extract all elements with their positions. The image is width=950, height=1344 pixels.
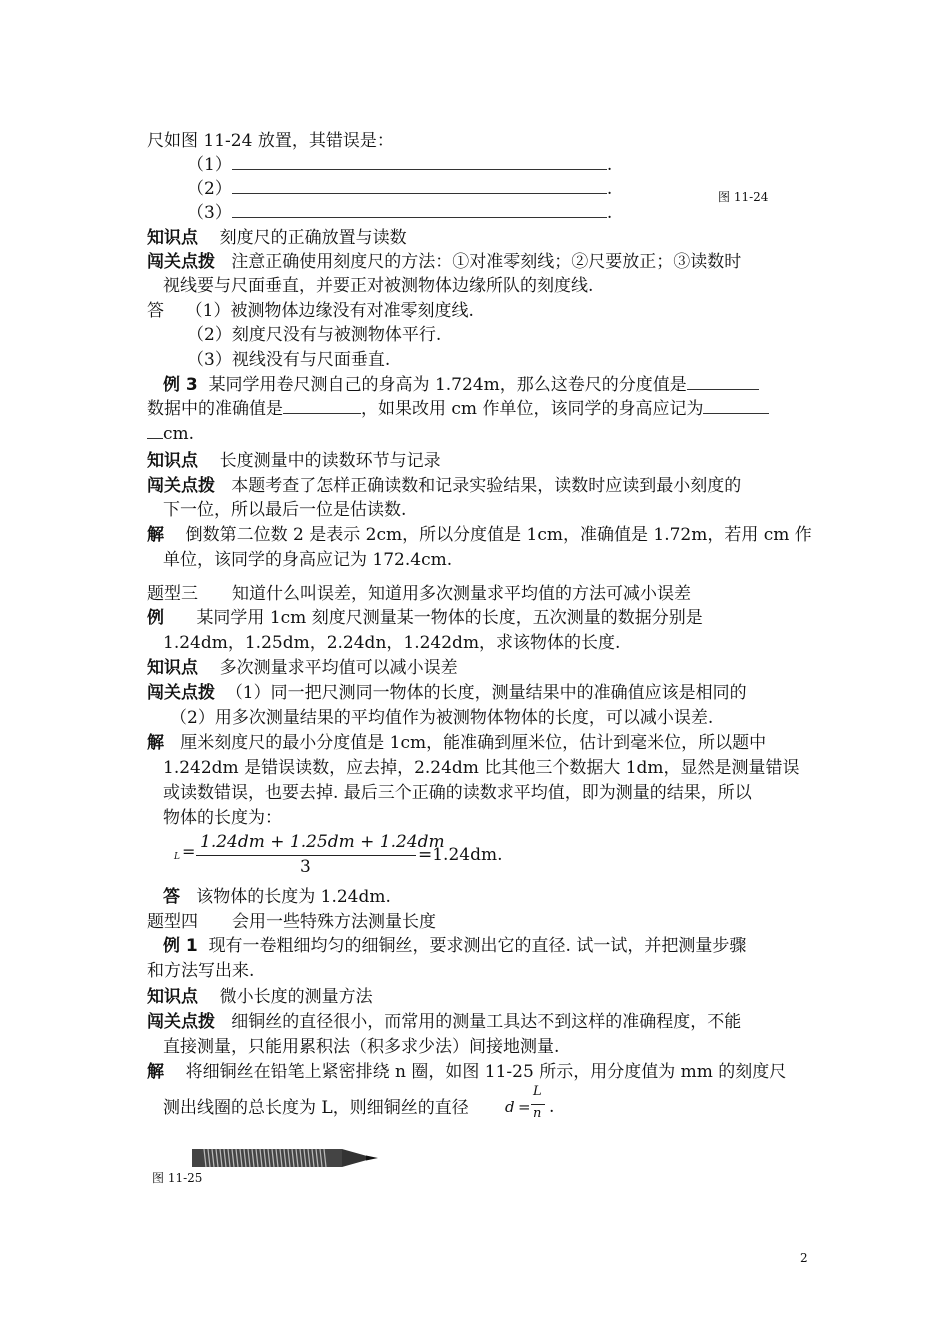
answer-blank[interactable] xyxy=(232,178,607,194)
figure-11-25-label: 图 11-25 xyxy=(152,1171,203,1185)
example-label: 例 1 xyxy=(163,936,198,956)
diameter-formula xyxy=(505,1084,555,1130)
solution-label: 解 xyxy=(147,1062,164,1082)
type-3-example-line-1 xyxy=(147,607,703,629)
answer-line xyxy=(163,886,391,908)
question-text: 数据中的准确值是 xyxy=(147,399,283,419)
solution-text: 倒数第二位数 2 是表示 2cm，所以分度值是 1cm，准确值是 1.72m，若用 cm 作 xyxy=(185,525,812,545)
knowledge-label: 知识点 xyxy=(147,658,198,678)
solution-label: 解 xyxy=(147,525,164,545)
answer-label: 答 xyxy=(163,887,180,907)
type-4-example-line-1 xyxy=(163,935,746,957)
formula-eq: = xyxy=(182,842,196,861)
solution-line-1 xyxy=(147,1061,786,1083)
knowledge-point xyxy=(147,657,458,679)
question-text: 现有一卷粗细均匀的细铜丝，要求测出它的直径. 试一试，并把测量步骤 xyxy=(208,936,747,956)
tip-line-1 xyxy=(147,1011,741,1033)
knowledge-label: 知识点 xyxy=(147,987,198,1007)
answer-blank[interactable] xyxy=(232,202,607,218)
answer-line-3: （3）视线没有与尺面垂直. xyxy=(187,350,391,370)
answer-line-1 xyxy=(147,300,474,322)
figure-11-24-label: 图 11-24 xyxy=(718,190,769,204)
answer-blank[interactable] xyxy=(147,423,163,439)
error-item-3 xyxy=(187,202,612,224)
solution-line-2: 1.242dm 是错误读数，应去掉，2.24dm 比其他三个数据大 1dm，显然是测量错误 xyxy=(163,758,800,778)
formula-denominator: n xyxy=(533,1106,542,1121)
tip-label: 闯关点拨 xyxy=(147,683,215,703)
solution-line-2: 单位，该同学的身高应记为 172.4cm. xyxy=(163,550,453,570)
tip-text: 注意正确使用刻度尺的方法：①对准零刻线；②尺要放正；③读数时 xyxy=(231,252,742,272)
knowledge-point xyxy=(147,227,407,249)
item-number: （2） xyxy=(187,179,232,199)
knowledge-point xyxy=(147,986,373,1008)
answer-blank[interactable] xyxy=(283,398,361,414)
tip-label: 闯关点拨 xyxy=(147,252,215,272)
example-label: 例 xyxy=(147,608,164,628)
item-number: （1） xyxy=(187,155,232,175)
question-text: 某同学用卷尺测自己的身高为 1.724m，那么这卷尺的分度值是 xyxy=(208,375,687,395)
period: . xyxy=(606,179,613,199)
solution-text: 将细铜丝在铅笔上紧密排绕 n 圈，如图 11-25 所示，用分度值为 mm 的刻度尺 xyxy=(185,1062,787,1082)
knowledge-label: 知识点 xyxy=(147,451,198,471)
tip-label: 闯关点拨 xyxy=(147,1012,215,1032)
average-formula xyxy=(170,830,530,878)
formula-result: =1.24dm. xyxy=(418,845,503,865)
formula-d: d xyxy=(505,1098,515,1116)
period: . xyxy=(606,155,613,175)
solution-text: 厘米刻度尺的最小分度值是 1cm，能准确到厘米位，估计到毫米位，所以题中 xyxy=(180,733,767,753)
solution-line-2 xyxy=(163,1097,469,1119)
formula-numerator: L xyxy=(533,1084,542,1099)
answer-blank[interactable] xyxy=(703,398,769,414)
tip-line-1 xyxy=(147,682,747,704)
knowledge-text: 微小长度的测量方法 xyxy=(219,987,373,1007)
tip-line-2: 直接测量，只能用累积法（积多求少法）间接地测量. xyxy=(163,1037,560,1057)
formula-numerator: 1.24dm + 1.25dm + 1.24dm xyxy=(200,832,445,852)
answer-line-2: （2）刻度尺没有与被测物体平行. xyxy=(187,325,442,345)
example-3-line-3 xyxy=(147,423,194,445)
solution-line-4: 物体的长度为： xyxy=(163,808,282,828)
answer-text: 该物体的长度为 1.24dm. xyxy=(196,887,391,907)
example-3-line-2 xyxy=(147,398,769,420)
solution-line-3: 或读数错误，也要去掉. 最后三个正确的读数求平均值，即为测量的结果，所以 xyxy=(163,783,752,803)
question-text: cm. xyxy=(163,424,195,444)
question-text: ，如果改用 cm 作单位，该同学的身高应记为 xyxy=(361,399,704,419)
solution-label: 解 xyxy=(147,733,164,753)
formula-denominator: 3 xyxy=(300,857,311,877)
solution-line-1 xyxy=(147,524,812,546)
type-4-title: 题型四 会用一些特殊方法测量长度 xyxy=(147,912,436,932)
fraction-bar xyxy=(531,1104,545,1105)
answer-text: （1）被测物体边缘没有对准零刻度线. xyxy=(185,301,474,321)
error-item-2 xyxy=(187,178,612,200)
tip-line-1 xyxy=(147,475,741,497)
tip-text: 本题考查了怎样正确读数和记录实验结果，读数时应读到最小刻度的 xyxy=(231,476,742,496)
example-3-line-1 xyxy=(163,374,759,396)
tip-label: 闯关点拨 xyxy=(147,476,215,496)
formula-eq: = xyxy=(518,1098,531,1116)
pencil-coil-illustration xyxy=(190,1143,380,1175)
answer-blank[interactable] xyxy=(687,374,759,390)
formula-lhs: L xyxy=(174,852,180,862)
knowledge-text: 多次测量求平均值可以减小误差 xyxy=(219,658,458,678)
error-item-1 xyxy=(187,154,612,176)
answer-blank[interactable] xyxy=(232,154,607,170)
knowledge-label: 知识点 xyxy=(147,228,198,248)
answer-label: 答 xyxy=(147,301,164,321)
formula-end: . xyxy=(549,1097,555,1117)
type-3-title: 题型三 知道什么叫误差，知道用多次测量求平均值的方法可减小误差 xyxy=(147,584,691,604)
question-text: 某同学用 1cm 刻度尺测量某一物体的长度，五次测量的数据分别是 xyxy=(196,608,703,628)
period: . xyxy=(606,203,613,223)
item-number: （3） xyxy=(187,203,232,223)
intro-line: 尺如图 11-24 放置，其错误是： xyxy=(147,131,394,151)
type-3-example-line-2: 1.24dm，1.25dm，2.24dn，1.242dm，求该物体的长度. xyxy=(163,633,621,653)
pencil-lead xyxy=(366,1156,378,1161)
solution-line-1 xyxy=(147,732,766,754)
fraction-bar xyxy=(196,855,416,856)
knowledge-text: 长度测量中的读数环节与记录 xyxy=(219,451,441,471)
tip-line-2: （2）用多次测量结果的平均值作为被测物体物体的长度，可以减小误差. xyxy=(170,708,714,728)
pencil-body xyxy=(192,1149,342,1167)
tip-text: （1）同一把尺测同一物体的长度，测量结果中的准确值应该是相同的 xyxy=(225,683,747,703)
example-label: 例 3 xyxy=(163,375,198,395)
tip-line-1 xyxy=(147,251,741,273)
solution-text: 测出线圈的总长度为 L，则细铜丝的直径 xyxy=(163,1098,469,1118)
knowledge-point xyxy=(147,450,441,472)
figure-11-25-pencil-coil xyxy=(190,1143,380,1175)
page-number: 2 xyxy=(800,1251,808,1265)
tip-text: 细铜丝的直径很小，而常用的测量工具达不到这样的准确程度，不能 xyxy=(231,1012,742,1032)
tip-line-2: 视线要与尺面垂直，并要正对被测物体边缘所队的刻度线. xyxy=(163,276,594,296)
type-4-example-line-2: 和方法写出来. xyxy=(147,961,255,981)
knowledge-text: 刻度尺的正确放置与读数 xyxy=(219,228,407,248)
tip-line-2: 下一位，所以最后一位是估读数. xyxy=(163,500,407,520)
